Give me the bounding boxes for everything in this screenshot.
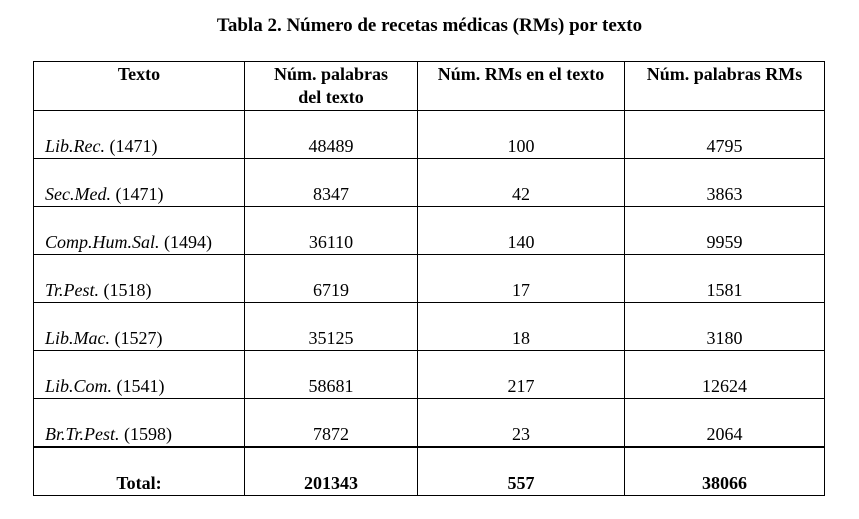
table-row [34, 351, 825, 399]
text-cell [34, 255, 245, 303]
text-cell [34, 399, 245, 447]
num-rms-cell: 140 [418, 207, 625, 255]
header-num-palabras-line2: del texto [298, 87, 364, 107]
num-rms-cell: 217 [418, 351, 625, 399]
recetas-table [33, 61, 825, 496]
text-title: Lib.Com. [45, 376, 113, 396]
num-palabras-rms-cell: 1581 [625, 255, 825, 303]
table-row [34, 303, 825, 351]
text-cell [34, 303, 245, 351]
num-rms-cell: 17 [418, 255, 625, 303]
num-palabras-rms-cell: 3863 [625, 159, 825, 207]
num-palabras-rms-cell: 3180 [625, 303, 825, 351]
num-rms-cell: 42 [418, 159, 625, 207]
text-title: Br.Tr.Pest. [45, 423, 120, 444]
header-num-palabras [245, 62, 418, 111]
num-palabras-cell: 35125 [245, 303, 418, 351]
table-row [34, 255, 825, 303]
table-row [34, 159, 825, 207]
header-texto: Texto [34, 62, 245, 111]
text-year: (1518) [99, 280, 152, 300]
num-palabras-rms-cell: 2064 [625, 399, 825, 447]
text-cell [34, 111, 245, 159]
text-cell [34, 351, 245, 399]
text-year: (1527) [110, 328, 163, 348]
total-num-palabras: 201343 [245, 447, 418, 496]
text-year: (1598) [119, 423, 173, 444]
header-row [34, 62, 825, 111]
total-label: Total: [34, 447, 245, 496]
table-caption: Tabla 2. Número de recetas médicas (RMs) por texto [216, 15, 643, 36]
num-palabras-cell: 58681 [245, 351, 418, 399]
header-num-palabras-line1: Núm. palabras [273, 64, 389, 84]
table-row [34, 111, 825, 159]
text-year: (1471) [110, 184, 164, 204]
num-palabras-rms-cell: 4795 [625, 111, 825, 159]
num-palabras-cell: 6719 [245, 255, 418, 303]
total-num-rms: 557 [418, 447, 625, 496]
text-title: Lib.Rec. [45, 136, 105, 156]
num-rms-cell: 100 [418, 111, 625, 159]
header-num-rms: Núm. RMs en el texto [418, 62, 625, 111]
table-row [34, 399, 825, 447]
text-title: Tr.Pest. [45, 280, 100, 300]
total-num-palabras-rms: 38066 [625, 447, 825, 496]
text-year: (1541) [112, 376, 165, 396]
text-year: (1471) [105, 136, 158, 156]
text-cell [34, 159, 245, 207]
num-palabras-cell: 8347 [245, 159, 418, 207]
num-palabras-rms-cell: 12624 [625, 351, 825, 399]
num-palabras-cell: 7872 [245, 399, 418, 447]
text-cell [34, 207, 245, 255]
text-title: Lib.Mac. [45, 328, 110, 348]
num-palabras-cell: 36110 [245, 207, 418, 255]
num-palabras-cell: 48489 [245, 111, 418, 159]
total-row [34, 447, 825, 496]
table-row [34, 207, 825, 255]
text-title: Sec.Med. [45, 184, 111, 204]
num-rms-cell: 23 [418, 399, 625, 447]
text-year: (1494) [159, 232, 213, 252]
num-palabras-rms-cell: 9959 [625, 207, 825, 255]
num-rms-cell: 18 [418, 303, 625, 351]
text-title: Comp.Hum.Sal. [45, 232, 160, 252]
header-num-palabras-rms: Núm. palabras RMs [625, 62, 825, 111]
